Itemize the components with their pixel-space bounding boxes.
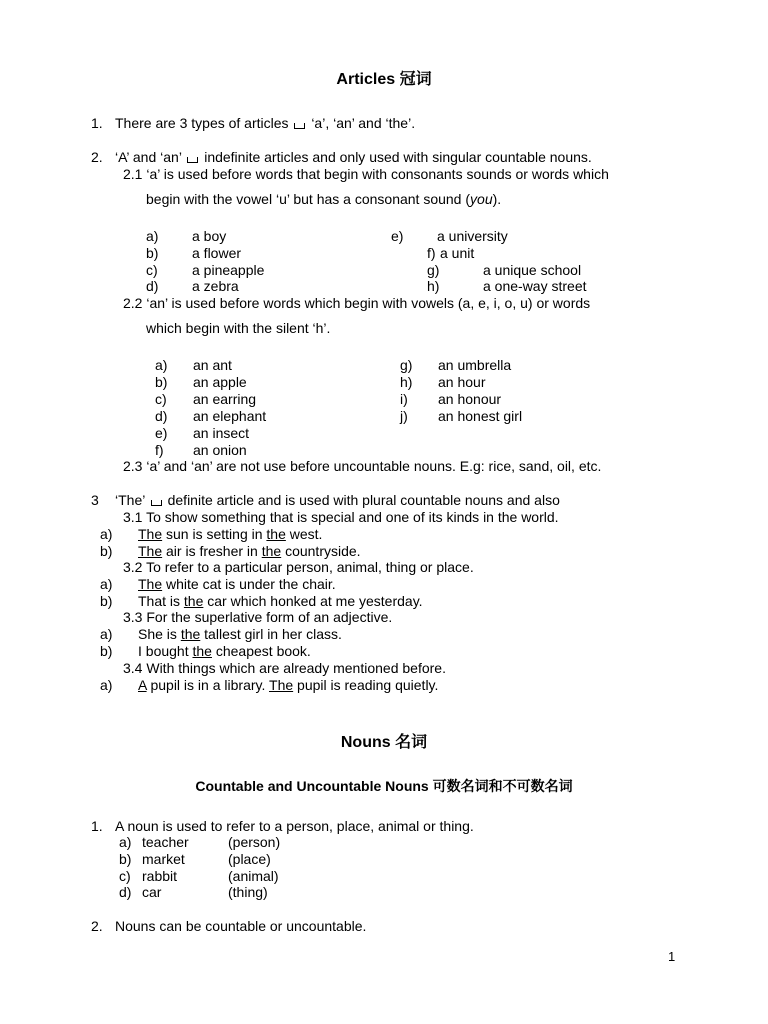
section-subtitle: Countable and Uncountable Nouns 可数名词和不可数名词 [195,778,573,794]
symbol-box-icon [187,157,198,163]
underlined-word: the [192,643,212,659]
list-number: 1. [91,818,103,834]
list-marker: i) [400,391,408,407]
list-marker: g) [400,357,413,373]
underlined-word: the [261,543,282,559]
list-marker: a) [119,834,132,850]
underlined-word: The [138,543,163,559]
noun-word: teacher [142,834,189,850]
text-span: ). [492,191,502,207]
list-marker: a) [100,677,113,693]
text-span: indefinite articles and only used with singular countable nouns. [204,149,592,165]
list-marker: d) [155,408,168,424]
list-marker: h) [400,374,413,390]
list-marker: b) [100,643,113,659]
list-marker: e) [155,425,168,441]
underlined-word: The [269,677,294,693]
paragraph: Nouns can be countable or uncountable. [115,918,367,934]
list-marker: c) [146,262,158,278]
text-span: cheapest book. [211,643,311,659]
underlined-word: The [138,526,163,542]
list-number: 1. [91,115,103,131]
list-item: an apple [193,374,247,390]
text-span: pupil is in a library. [146,677,270,693]
list-marker: j) [400,408,408,424]
italic-text: you [470,191,493,207]
list-marker: a) [100,526,113,542]
list-item: an onion [193,442,247,458]
list-number: 2. [91,918,103,934]
text-span: ‘a’, ‘an’ and ‘the’. [311,115,416,131]
list-marker: a) [100,576,113,592]
list-marker: a) [155,357,168,373]
noun-word: car [142,884,162,900]
list-item: a unique school [483,262,582,278]
text-span: definite article and is used with plural countable nouns and also [167,492,560,508]
list-item: a unit [440,245,475,261]
list-item: a boy [192,228,227,244]
noun-word: rabbit [142,868,178,884]
list-item: an hour [438,374,486,390]
paragraph [115,149,592,165]
subsection-3-1: 3.1 To show something that is special and one of its kinds in the world. [123,509,559,525]
noun-category: (animal) [228,868,279,884]
list-marker: d) [119,884,132,900]
underlined-word: the [180,626,201,642]
text-span: car which honked at me yesterday. [203,593,423,609]
page-number: 1 [668,949,676,964]
underlined-word: A [138,677,147,693]
text-span: countryside. [281,543,361,559]
list-marker: f) [427,245,436,261]
text-span: ‘The’ [115,492,145,508]
example-sentence [138,576,336,592]
text-span: pupil is reading quietly. [293,677,439,693]
text-span: She is [138,626,181,642]
list-marker: b) [146,245,159,261]
underlined-word: the [183,593,204,609]
underlined-word: the [266,526,286,542]
text-span: white cat is under the chair. [162,576,336,592]
list-marker: d) [146,278,159,294]
list-marker: f) [155,442,164,458]
example-sentence [138,543,361,559]
list-marker: b) [119,851,132,867]
text-span: west. [285,526,323,542]
symbol-box-icon [294,123,305,129]
paragraph [115,115,415,131]
subsection-2-1: 2.1 ‘a’ is used before words that begin with consonants sounds or words which [123,166,609,182]
noun-category: (thing) [228,884,268,900]
list-item: a zebra [192,278,239,294]
list-item: a one-way street [483,278,587,294]
list-marker: b) [100,593,113,609]
list-number: 2. [91,149,103,165]
page-title: Articles 冠词 [336,71,432,88]
list-marker: g) [427,262,440,278]
list-marker: b) [155,374,168,390]
text-span: I bought [138,643,193,659]
list-item: an honour [438,391,502,407]
noun-word: market [142,851,185,867]
list-marker: h) [427,278,440,294]
list-marker: a) [146,228,159,244]
list-item: a flower [192,245,242,261]
subsection-2-2: 2.2 ‘an’ is used before words which begin with vowels (a, e, i, o, u) or words [123,295,591,311]
list-item: an honest girl [438,408,523,424]
list-item: an ant [193,357,232,373]
list-marker: e) [391,228,404,244]
list-item: a university [437,228,508,244]
list-item: an umbrella [438,357,512,373]
subsection-3-3: 3.3 For the superlative form of an adjective. [123,609,393,625]
text-span: begin with the vowel ‘u’ but has a consonant sound ( [146,191,471,207]
example-sentence [138,626,342,642]
text-span: That is [138,593,184,609]
subsection-2-3: 2.3 ‘a’ and ‘an’ are not use before uncountable nouns. E.g: rice, sand, oil, etc. [123,458,602,474]
underlined-word: The [138,576,163,592]
noun-category: (place) [228,851,271,867]
text-span: tallest girl in her class. [200,626,342,642]
paragraph [146,191,501,207]
section-title: Nouns 名词 [340,734,428,751]
list-number: 3 [91,492,99,508]
example-sentence [138,643,311,659]
example-sentence [138,593,423,609]
paragraph: which begin with the silent ‘h’. [146,320,331,336]
text-span: There are 3 types of articles [115,115,289,131]
subsection-3-2: 3.2 To refer to a particular person, animal, thing or place. [123,559,474,575]
list-item: an elephant [193,408,267,424]
noun-category: (person) [228,834,281,850]
paragraph: A noun is used to refer to a person, place, animal or thing. [115,818,474,834]
text-span: sun is setting in [162,526,267,542]
list-marker: a) [100,626,113,642]
subsection-3-4: 3.4 With things which are already mentioned before. [123,660,446,676]
list-item: an insect [193,425,250,441]
list-item: an earring [193,391,257,407]
list-marker: c) [155,391,167,407]
list-marker: c) [119,868,131,884]
example-sentence [138,526,322,542]
example-sentence [138,677,438,693]
text-span: ‘A’ and ‘an’ [115,149,182,165]
symbol-box-icon [151,500,162,506]
list-item: a pineapple [192,262,265,278]
text-span: air is fresher in [162,543,262,559]
list-marker: b) [100,543,113,559]
paragraph [115,492,560,508]
